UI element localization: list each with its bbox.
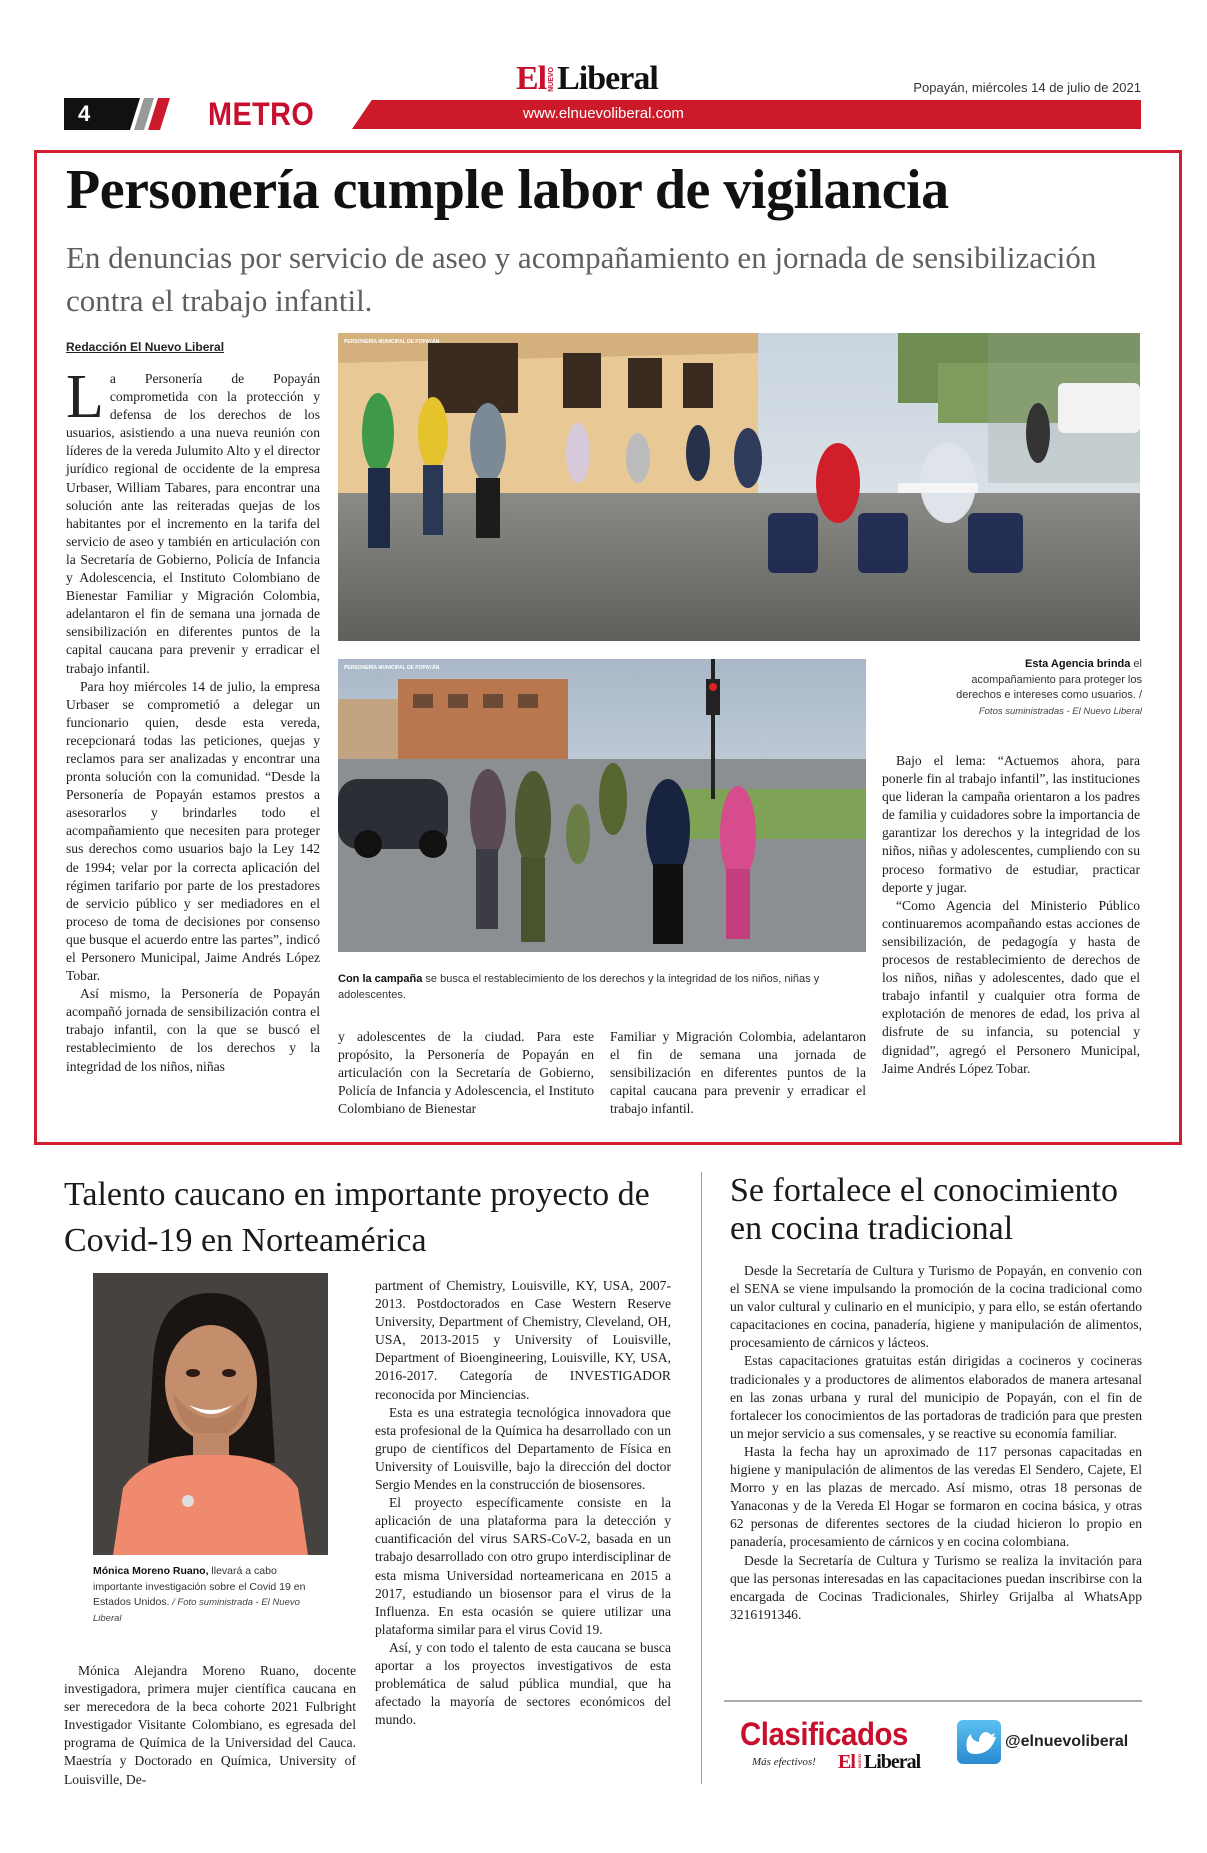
- portrait-caption: Mónica Moreno Ruano, llevará a cabo importante investigación sobre el Covid 19 en Estados Unidos. / Foto suministrada - El Nuevo Liberal: [93, 1565, 306, 1624]
- covid-col2-p3: El proyecto específicamente consiste en la aplicación de una plataforma para la detección y cuantificación del virus SARS-CoV-2, basada en un trabajo desarrollado con otro grupo interdisciplinar de esta misma Universidad norteamericana en 2015 a 2017, estudiando un biosensor para el virus de la Influenza. En esta ocasión se quiere utilizar una plataforma similar para el virus Covid 19.: [375, 1495, 671, 1637]
- main-col1-p3: Así mismo, la Personería de Popayán acompañó jornada de sensibilización contra el trabajo infantil, con la que se buscó el restablecimiento de los derechos y la integridad de los niños, niñas: [66, 986, 320, 1074]
- main-column-1: [66, 363, 320, 1076]
- twitter-handle[interactable]: @elnuevoliberal: [1005, 1733, 1129, 1750]
- header-red-bar: [352, 100, 1141, 129]
- covid-col2-p4: Así, y con todo el talento de esta caucana se busca aportar a los proyectos investigativos de esta problemática de salud pública mundial, que ha afectado la mayoría de sectores económicos del mundo.: [375, 1639, 671, 1728]
- photo1-tag: PERSONERÍA MUNICIPAL DE POPAYÁN: [344, 339, 440, 345]
- main-col1-p1: a Personería de Popayán comprometida con la protección y defensa de los derechos de los usuarios, asistiendo a una nueva reunión con líderes de la vereda Julumito Alto y el director jurídico regional de occidente de la empresa Urbaser, William Tabares, para encontrar una solución ante las reiteradas quejas de los habitantes por el incremento en la tarifa del servicio de aseo y también en articulación con la Secretaría de Gobierno, Policía de Infancia y Adolescencia, el Instituto Colombiano de Bienestar Familiar y Migración Colombia, adelantaron el fin de semana una jornada de sensibilización en diferentes puntos de la capital caucana para prevenir y erradicar el trabajo infantil.: [66, 371, 320, 676]
- cocina-p1: Desde la Secretaría de Cultura y Turismo de Popayán, en convenio con el SENA se viene impulsando la promoción de la cocina tradicional como un valor cultural y culinario en el municipio, y para ello, se están ofertando capacitaciones en cocina, panadería, higiene y manipulación de alimentos, procesamiento de cárnicos y lácteos.: [730, 1263, 1142, 1351]
- main-col4-p2: “Como Agencia del Ministerio Público continuaremos acompañando estas acciones de sensibilización, de pedagogía y hasta de procesos de restablecimiento de derechos de los niños, niñas y adolescentes, dado que el trabajo infantil y cualquier otra forma de explotación de menores de edad, los priva al disfrute de su infancia, su potencial y dignidad”, agregó el Personero Municipal, Jaime Andrés López Tobar.: [882, 897, 1140, 1076]
- covid-column-2: [375, 1277, 671, 1729]
- main-col1-p2: Para hoy miércoles 14 de julio, la empresa Urbaser se comprometió a delegar un funcionario quien, desde esta vereda, recepcionará todas las peticiones, quejas y reclamos para ser analizadas y encontrar una pronta solución con la comunidad. “Desde la Personería de Popayán estamos prestos a asesorarlos y brindarles todo el acompañamiento que necesiten para proteger sus derechos como usuarios bajo la Ley 142 de 1994; velar por la correcta aplicación del régimen tarifario por parte de los prestadores de servicio público y ser mediadores en el proceso de toma de decisiones por consenso que busque el acuerdo entre las partes”, indicó el Personero Municipal, Jaime Andrés López Tobar.: [66, 678, 320, 984]
- classif-logo-nuevo: NUEVO: [856, 1753, 862, 1768]
- portrait-photo: [93, 1273, 328, 1555]
- header-stripes: [126, 98, 176, 130]
- main-column-3: [610, 1028, 866, 1118]
- photo2-tag: PERSONERÍA MUNICIPAL DE POPAYÁN: [344, 665, 440, 671]
- classif-logo-liberal: Liberal: [863, 1751, 921, 1773]
- site-url[interactable]: www.elnuevoliberal.com: [523, 105, 684, 122]
- campaign-photo: [338, 659, 866, 952]
- covid-headline: Talento caucano en importante proyecto de Covid-19 en Norteamérica: [64, 1176, 650, 1259]
- cocina-column: [730, 1262, 1142, 1624]
- twitter-icon[interactable]: [957, 1720, 1001, 1764]
- photo1-caption: Esta Agencia brinda el acompañamiento para proteger los derechos e intereses como usuarios. / Fotos suministradas - El Nuevo Liberal: [956, 658, 1142, 717]
- cocina-p4: Desde la Secretaría de Cultura y Turismo se realiza la invitación para que las personas interesadas en las capacitaciones puedan inscribirse con la encargada de Cocinas Tradicionales, Shirley Grijalba al WhatsApp 3216191346.: [730, 1552, 1142, 1622]
- cocina-headline: Se fortalece el conocimiento en cocina tradicional: [730, 1172, 1118, 1247]
- main-subheadline: En denuncias por servicio de aseo y acompañamiento en jornada de sensibilización contra el trabajo infantil.: [66, 240, 1097, 318]
- classifieds-logo: [838, 1752, 920, 1772]
- photo2-caption: Con la campaña se busca el restablecimiento de los derechos y la integridad de los niños, niñas y adolescentes.: [338, 973, 820, 1001]
- classifieds-rule: [724, 1700, 1142, 1702]
- main-column-4: [882, 752, 1140, 1078]
- byline: Redacción El Nuevo Liberal: [66, 340, 225, 354]
- classifieds-title[interactable]: Clasificados: [740, 1716, 908, 1752]
- cocina-p2: Estas capacitaciones gratuitas están dirigidas a cocineros y cocineras tradicionales y a productores de alimentos elaborados de manera artesanal en las zonas urbana y rural del municipio de Popayán, con el fin de fortalecer los conocimientos de las portadoras de tradición para que presten un mejor servicio a sus comensales, y se reactive su economía familiar.: [730, 1353, 1142, 1441]
- main-col3-text: Familiar y Migración Colombia, adelantaron el fin de semana una jornada de sensibilización en diferentes puntos de la capital caucana para prevenir y erradicar el trabajo infantil.: [610, 1029, 866, 1117]
- logo-nuevo: NUEVO: [548, 67, 556, 92]
- covid-col1-text: Mónica Alejandra Moreno Ruano, docente investigadora, primera mujer científica caucana en ser merecedora de la beca cohorte 2021 Fulbright Investigador Visitante Colombiano, es egresada del programa de Química de la Universidad del Cauca. Maestría y Doctorado en Química, University of Louisville, De-: [64, 1663, 356, 1787]
- logo-el: El: [516, 60, 547, 97]
- meeting-photo: [338, 333, 1140, 641]
- main-col2-text: y adolescentes de la ciudad. Para este propósito, la Personería de Popayán en articulación con la Secretaría de Gobierno, Policía de Infancia y Adolescencia, el Instituto Colombiano de Bienestar: [338, 1029, 594, 1117]
- edition-date: Popayán, miércoles 14 de julio de 2021: [913, 80, 1141, 95]
- classifieds-tagline: Más efectivos!: [752, 1756, 816, 1768]
- main-col4-p1: Bajo el lema: “Actuemos ahora, para ponerle fin al trabajo infantil”, las instituciones que lideran la campaña orientaron a los padres de familia y cuidadores sobre la importancia de garantizar los derechos y la integridad de los niños, niñas y adolescentes, cumpliendo con su proceso formativo de estudiar, practicar deporte y jugar.: [882, 753, 1140, 895]
- column-divider: [701, 1172, 702, 1784]
- photo1-credit: Fotos suministradas - El Nuevo Liberal: [978, 705, 1142, 717]
- covid-col2-p2: Esta es una estrategia tecnológica innovadora que esta profesional de la Química ha desarrollado con un grupo de científicos del Departamento de Física en University of Louisville, bajo la dirección del doctor Sergio Mendes en la construcción de biosensores.: [375, 1404, 671, 1493]
- dropcap: L: [66, 363, 104, 431]
- logo-liberal: Liberal: [557, 60, 658, 97]
- section-name: METRO: [208, 96, 315, 132]
- newspaper-logo: [516, 62, 658, 96]
- cocina-p3: Hasta la fecha hay un aproximado de 117 personas capacitadas en higiene y manipulación de alimentos de las veredas El Sendero, Cajete, El Morro y en las plazas de mercado. Así mismo, otras 18 personas de Yanaconas y de la Vereda El Hogar se formaron en cocina básica, y otras 62 personas de diferentes sectores de la ciudad hicieron lo propio en panadería, procesamiento de cárnicos y en cocina colombiana.: [730, 1443, 1142, 1550]
- page-number: 4: [64, 98, 126, 130]
- main-column-2: [338, 1028, 594, 1118]
- covid-column-1: [64, 1662, 356, 1789]
- classif-logo-el: El: [838, 1751, 855, 1773]
- main-headline: Personería cumple labor de vigilancia: [66, 159, 949, 221]
- covid-col2-p1: partment of Chemistry, Louisville, KY, USA, 2007-2013. Postdoctorados en Case Western Reserve University, Department of Chemistry, Cleveland, OH, USA, 2013-2015 y University of Louisville, Department of Bioengineering, Louisville, KY, USA, 2016-2017. Categoría de INVESTIGADOR reconocida por Minciencias.: [375, 1278, 671, 1402]
